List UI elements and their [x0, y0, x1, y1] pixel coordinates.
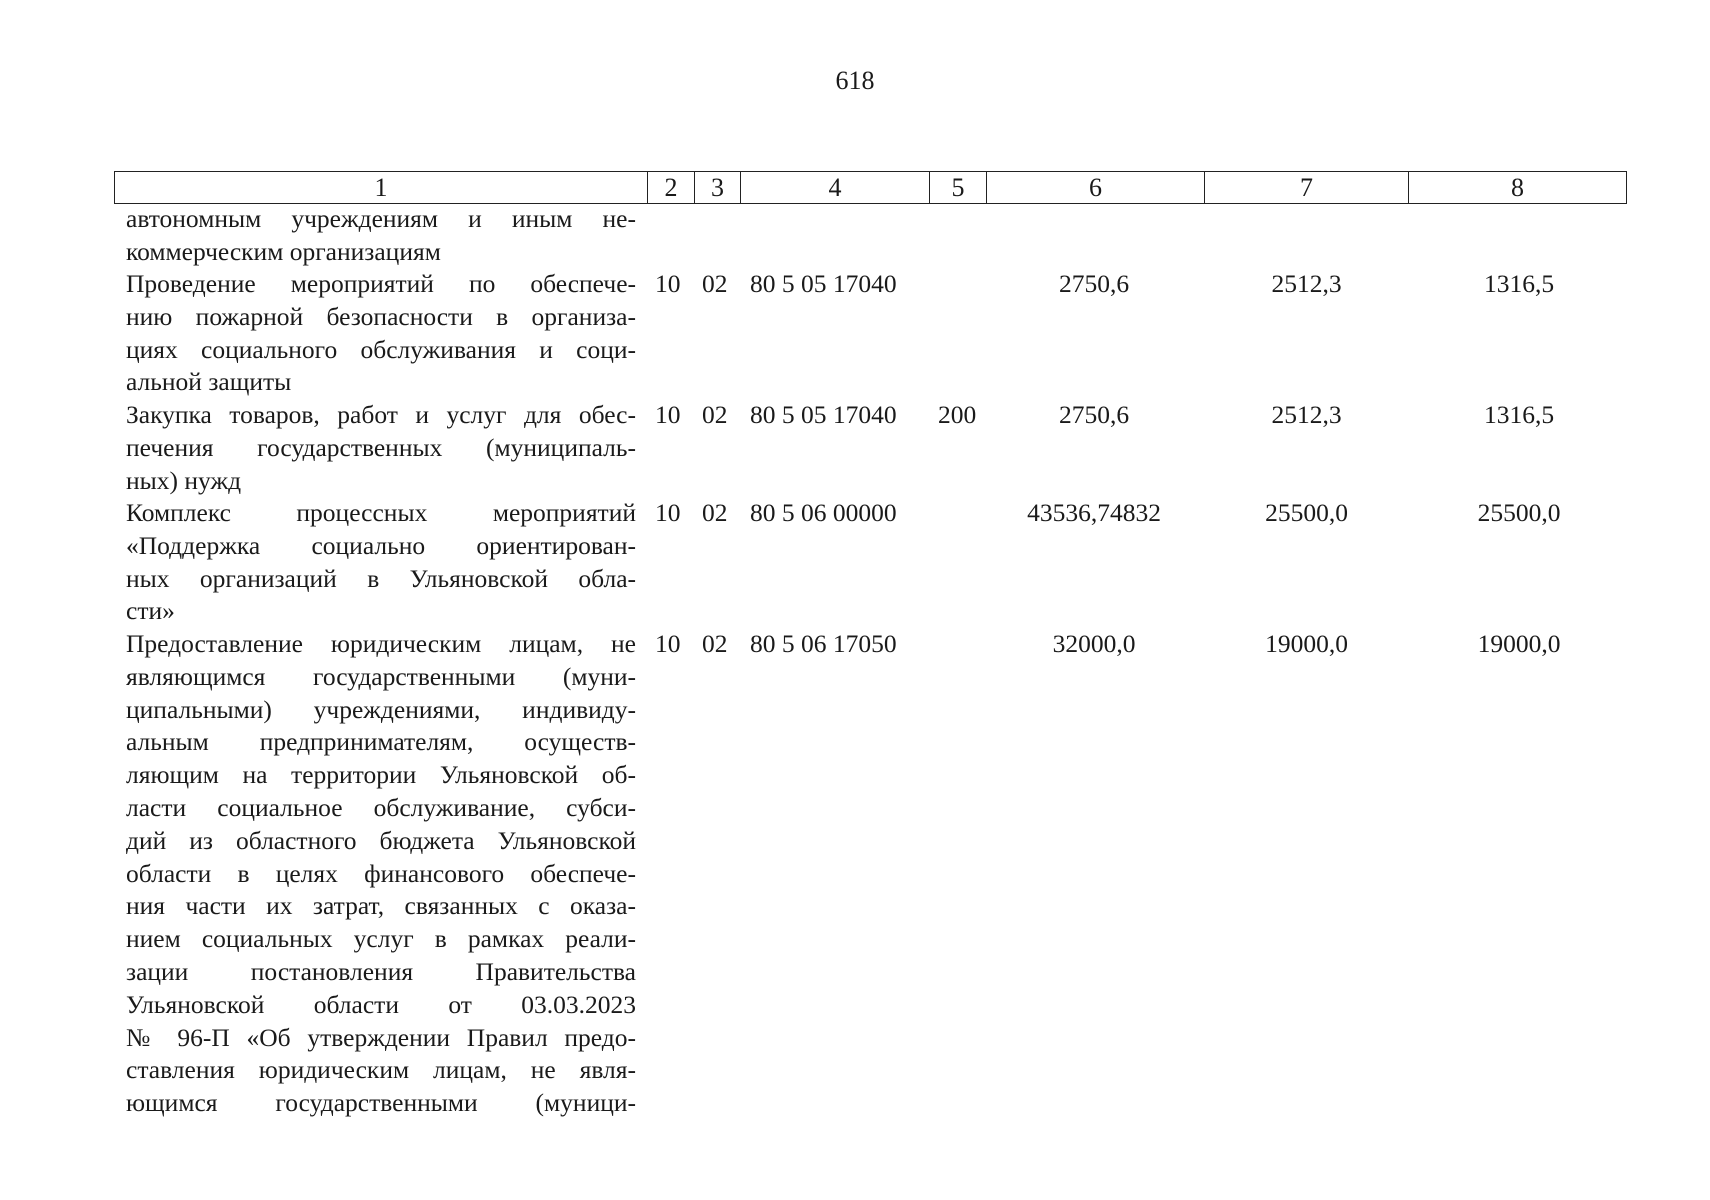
description-line: ных организаций в Ульяновской обла- [126, 563, 636, 593]
description-line: Закупка товаров, работ и услуг для обес- [126, 400, 636, 429]
description-line: «Поддержка социально ориентирован- [126, 530, 636, 560]
section-code: 10 [655, 400, 681, 429]
description-line: № 96-П «Об утверждении Правил предо- [126, 1022, 636, 1052]
amount-col-6: 32000,0 [1052, 629, 1136, 658]
amount-col-8: 1316,5 [1483, 269, 1555, 298]
description-line: сти» [126, 596, 175, 626]
description-line: дий из областного бюджета Ульяновской [126, 825, 636, 855]
page-number: 618 [835, 66, 875, 95]
subsection-code: 02 [702, 269, 728, 298]
row-description [126, 399, 636, 497]
description-line: циях социального обслуживания и соци- [126, 334, 636, 364]
section-code: 10 [655, 629, 681, 658]
amount-col-8: 25500,0 [1477, 498, 1561, 527]
amount-col-6: 2750,6 [1058, 400, 1130, 429]
description-line: Комплекс процессных мероприятий [126, 498, 636, 527]
amount-col-7: 25500,0 [1265, 498, 1348, 527]
column-header-8: 8 [1409, 172, 1627, 204]
row-description [126, 497, 636, 628]
target-article-code: 80 5 06 17050 [750, 629, 897, 658]
column-header-table [114, 171, 1627, 204]
description-line: Предоставление юридическим лицам, не [126, 629, 636, 658]
amount-col-6: 2750,6 [1058, 269, 1130, 298]
row-description [126, 628, 636, 1120]
column-header-6: 6 [987, 172, 1205, 204]
amount-col-7: 2512,3 [1271, 269, 1342, 298]
column-header-row [115, 172, 1627, 204]
description-line: ющимся государственными (муници- [126, 1088, 636, 1118]
section-code: 10 [655, 269, 681, 298]
description-line: альным предпринимателям, осуществ- [126, 727, 636, 757]
description-line: области в целях финансового обеспече- [126, 858, 636, 888]
amount-col-7: 2512,3 [1271, 400, 1342, 429]
amount-col-8: 19000,0 [1477, 629, 1561, 658]
description-line: ных) нужд [126, 465, 242, 495]
target-article-code: 80 5 05 17040 [750, 269, 897, 298]
description-line: ципальными) учреждениями, индивиду- [126, 694, 636, 724]
amount-col-8: 1316,5 [1483, 400, 1555, 429]
expense-type-code: 200 [938, 400, 977, 429]
description-line: являющимся государственными (муни- [126, 661, 636, 691]
target-article-code: 80 5 05 17040 [750, 400, 897, 429]
description-line: ния части их затрат, связанных с оказа- [126, 891, 636, 921]
description-line: нию пожарной безопасности в организа- [126, 301, 636, 331]
description-line: автономным учреждениям и иным не- [126, 204, 636, 233]
column-header-7: 7 [1205, 172, 1409, 204]
target-article-code: 80 5 06 00000 [750, 498, 897, 527]
description-line: Проведение мероприятий по обеспече- [126, 269, 636, 298]
section-code: 10 [655, 498, 681, 527]
description-line: Ульяновской области от 03.03.2023 [126, 989, 636, 1019]
description-line: нием социальных услуг в рамках реали- [126, 924, 636, 954]
subsection-code: 02 [702, 498, 728, 527]
description-line: печения государственных (муниципаль- [126, 432, 636, 462]
subsection-code: 02 [702, 629, 728, 658]
amount-col-6: 43536,74832 [1027, 498, 1161, 527]
subsection-code: 02 [702, 400, 728, 429]
column-header-3: 3 [695, 172, 741, 204]
description-line: ласти социальное обслуживание, субси- [126, 792, 636, 822]
row-description [126, 203, 636, 269]
column-header-5: 5 [930, 172, 987, 204]
description-line: коммерческим организациям [126, 236, 441, 266]
column-header-2: 2 [648, 172, 695, 204]
description-line: альной защиты [126, 367, 292, 397]
column-header-1: 1 [115, 172, 648, 204]
row-description [126, 268, 636, 399]
description-line: ляющим на территории Ульяновской об- [126, 760, 636, 790]
column-header-4: 4 [741, 172, 930, 204]
description-line: ставления юридическим лицам, не явля- [126, 1055, 636, 1085]
amount-col-7: 19000,0 [1265, 629, 1348, 658]
description-line: зации постановления Правительства [126, 956, 636, 986]
